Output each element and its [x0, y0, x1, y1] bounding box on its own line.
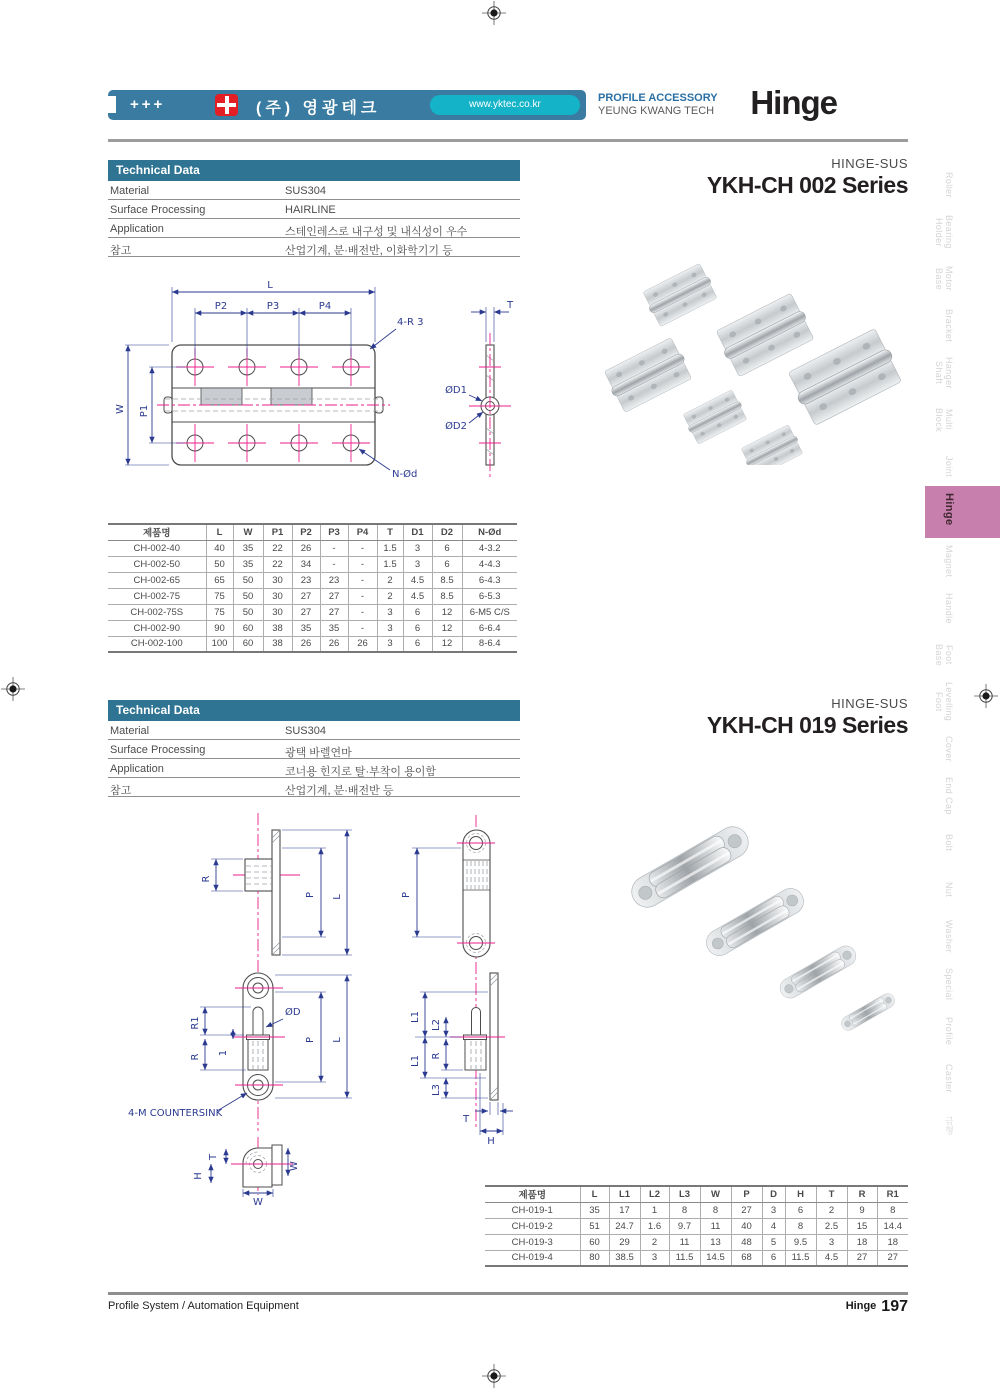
table-cell: 17	[609, 1202, 640, 1218]
table-cell: 27	[877, 1250, 908, 1266]
table-cell: 38	[263, 620, 292, 636]
table-cell: -	[320, 540, 348, 556]
table-cell: 2	[377, 572, 403, 588]
table-row	[485, 1202, 908, 1218]
table-cell: 14.4	[877, 1218, 908, 1234]
tagline-line1: PROFILE ACCESSORY	[598, 92, 718, 104]
table-row	[485, 1234, 908, 1250]
sidebar-item-cover[interactable]: Cover	[944, 735, 954, 762]
table-cell: 6-6.4	[462, 620, 517, 636]
column-header: D	[762, 1186, 785, 1202]
column-header: H	[785, 1186, 816, 1202]
table-cell: 60	[580, 1234, 609, 1250]
footer-divider	[108, 1292, 908, 1295]
svg-text:L3: L3	[431, 1084, 442, 1096]
table-cell: CH-019-1	[485, 1202, 580, 1218]
table-cell: 2	[816, 1202, 847, 1218]
svg-text:ØD: ØD	[285, 1007, 301, 1018]
spec-table-ch019	[485, 1185, 908, 1267]
table-cell: 8	[785, 1218, 816, 1234]
footer-page	[846, 1298, 908, 1316]
table-cell: 80	[580, 1250, 609, 1266]
table-cell: 40	[206, 540, 233, 556]
table-row	[485, 1250, 908, 1266]
table-cell: 3	[377, 636, 403, 652]
svg-text:R: R	[201, 875, 212, 883]
table-cell: 26	[292, 636, 320, 652]
column-header: P2	[292, 524, 320, 540]
table-cell: 5	[762, 1234, 785, 1250]
dimension-drawing-ch002	[105, 263, 535, 503]
svg-text:ØD2: ØD2	[445, 421, 467, 432]
table-cell: 30	[263, 604, 292, 620]
spec-value: 코너용 힌지로 탈·부착이 용이함	[285, 766, 436, 778]
svg-text:P: P	[305, 1036, 316, 1044]
spec-value: SUS304	[285, 185, 326, 197]
table-cell: 12	[432, 620, 462, 636]
table-cell: 65	[206, 572, 233, 588]
spec-value: 산업기계, 분·배전반, 이화학기기 등	[285, 245, 453, 257]
table-cell: 11.5	[669, 1250, 700, 1266]
series-title: YKH-CH 019 Series	[706, 712, 908, 738]
spec-label: Application	[110, 223, 164, 235]
page-number: 197	[881, 1298, 908, 1315]
svg-text:1: 1	[218, 1049, 229, 1057]
spec-row	[108, 740, 520, 759]
table-cell: 6	[403, 620, 432, 636]
table-header-row	[108, 524, 517, 540]
svg-text:P4: P4	[318, 301, 332, 312]
spec-label: Material	[110, 725, 150, 737]
technical-data-header: Technical Data	[108, 160, 520, 181]
table-cell: 9.7	[669, 1218, 700, 1234]
sidebar-item-levelling-foot[interactable]: Levelling Foot	[934, 682, 954, 722]
svg-text:P: P	[401, 891, 412, 899]
column-header: T	[377, 524, 403, 540]
sidebar-item-caster[interactable]: Caster	[944, 1063, 954, 1093]
company-logo-icon	[215, 94, 238, 116]
table-cell: 14.5	[700, 1250, 731, 1266]
table-cell: CH-002-90	[108, 620, 206, 636]
table-cell: 3	[377, 604, 403, 620]
table-row	[108, 604, 517, 620]
svg-text:R: R	[431, 1052, 442, 1060]
registration-mark-bottom	[482, 1364, 506, 1388]
table-cell: 26	[292, 540, 320, 556]
table-cell: CH-002-40	[108, 540, 206, 556]
table-cell: 90	[206, 620, 233, 636]
sidebar-item-bracket[interactable]: Bracket	[944, 309, 954, 343]
table-cell: 6	[432, 556, 462, 572]
table-cell: 23	[320, 572, 348, 588]
svg-text:ØD1: ØD1	[445, 385, 467, 396]
svg-text:R1: R1	[190, 1016, 201, 1030]
table-cell: 35	[320, 620, 348, 636]
table-cell: 68	[731, 1250, 762, 1266]
series-heading-ch019	[707, 696, 908, 739]
table-cell: 30	[263, 572, 292, 588]
column-header: T	[816, 1186, 847, 1202]
sidebar-item-nut[interactable]: Nut	[944, 882, 954, 898]
table-cell: 9	[847, 1202, 877, 1218]
series-subtitle: HINGE-SUS	[831, 156, 908, 171]
column-header: W	[233, 524, 263, 540]
spec-label: Application	[110, 763, 164, 775]
registration-mark-right	[974, 684, 998, 708]
table-cell: 51	[580, 1218, 609, 1234]
table-header-row	[485, 1186, 908, 1202]
table-cell: 60	[233, 636, 263, 652]
svg-text:L1: L1	[410, 1011, 421, 1023]
website-badge[interactable]: www.yktec.co.kr	[430, 95, 580, 115]
registration-mark-top	[482, 1, 506, 25]
table-cell: 50	[206, 556, 233, 572]
svg-text:N-Ød: N-Ød	[392, 469, 418, 480]
sidebar-item-bearing-holder[interactable]: Bearing Holder	[934, 215, 954, 249]
table-cell: 27	[847, 1250, 877, 1266]
table-cell: CH-002-75S	[108, 604, 206, 620]
spec-value: SUS304	[285, 725, 326, 737]
spec-row	[108, 219, 520, 238]
table-cell: -	[348, 588, 377, 604]
table-cell: 23	[292, 572, 320, 588]
table-cell: 12	[432, 636, 462, 652]
company-name: (주) 영광테크	[256, 100, 381, 117]
spec-row	[108, 721, 520, 740]
sidebar-item-joint[interactable]: Joint	[944, 456, 954, 478]
table-cell: 24.7	[609, 1218, 640, 1234]
table-cell: 2	[640, 1234, 669, 1250]
svg-text:L: L	[332, 1037, 343, 1043]
table-cell: 6-M5 C/S	[462, 604, 517, 620]
svg-text:T: T	[208, 1153, 219, 1161]
table-cell: 22	[263, 540, 292, 556]
registration-mark-left	[1, 677, 25, 701]
table-cell: 12	[432, 604, 462, 620]
table-cell: 8	[877, 1202, 908, 1218]
svg-text:P3: P3	[266, 301, 280, 312]
table-cell: 38	[263, 636, 292, 652]
table-cell: -	[348, 620, 377, 636]
sidebar-item-end-cap[interactable]: End Cap	[944, 777, 954, 815]
column-header: D1	[403, 524, 432, 540]
table-cell: 35	[233, 556, 263, 572]
svg-text:L2: L2	[431, 1019, 442, 1031]
table-cell: 35	[233, 540, 263, 556]
table-cell: 50	[233, 588, 263, 604]
sidebar-item-profile[interactable]: Profile	[944, 1016, 954, 1046]
table-cell: CH-002-75	[108, 588, 206, 604]
table-cell: 4.5	[816, 1250, 847, 1266]
table-cell: 1.5	[377, 540, 403, 556]
product-photo-ch002	[560, 225, 910, 465]
column-header: 제품명	[108, 524, 206, 540]
svg-text:L: L	[332, 894, 343, 900]
spec-value: 스테인레스로 내구성 및 내식성이 우수	[285, 226, 468, 238]
table-cell: 2.5	[816, 1218, 847, 1234]
table-cell: 38.5	[609, 1250, 640, 1266]
table-cell: 35	[580, 1202, 609, 1218]
series-title: YKH-CH 002 Series	[706, 172, 908, 198]
table-cell: 8.5	[432, 588, 462, 604]
table-row	[485, 1218, 908, 1234]
table-cell: 26	[320, 636, 348, 652]
table-cell: 30	[263, 588, 292, 604]
table-cell: CH-002-100	[108, 636, 206, 652]
footer-section-label: Hinge	[845, 1300, 877, 1312]
table-cell: -	[348, 556, 377, 572]
svg-text:W: W	[289, 1161, 300, 1171]
spec-row	[108, 759, 520, 778]
column-header: R1	[877, 1186, 908, 1202]
column-header: R	[847, 1186, 877, 1202]
column-header: L	[206, 524, 233, 540]
table-cell: 8	[669, 1202, 700, 1218]
column-header: L2	[640, 1186, 669, 1202]
table-cell: 40	[731, 1218, 762, 1234]
svg-text:W: W	[115, 404, 126, 414]
sidebar-item-hinge[interactable]: Hinge	[925, 486, 1000, 538]
footer-text: Profile System / Automation Equipment	[108, 1300, 299, 1312]
spec-value: 광택 바렐연마	[285, 747, 352, 759]
table-cell: 34	[292, 556, 320, 572]
technical-data-block-ch019	[108, 700, 520, 797]
table-cell: 4	[762, 1218, 785, 1234]
technical-data-block-ch002	[108, 160, 520, 257]
spec-label: Surface Processing	[110, 204, 206, 216]
svg-text:P2: P2	[214, 301, 228, 312]
table-cell: 48	[731, 1234, 762, 1250]
table-cell: 6	[762, 1250, 785, 1266]
table-cell: 15	[847, 1218, 877, 1234]
spec-label: Material	[110, 185, 150, 197]
spec-row	[108, 181, 520, 200]
table-cell: 4.5	[403, 588, 432, 604]
series-heading-ch002	[707, 156, 908, 199]
table-cell: -	[348, 572, 377, 588]
sidebar-item-washer[interactable]: Washer	[944, 920, 954, 954]
table-row	[108, 620, 517, 636]
svg-text:L: L	[267, 280, 273, 291]
table-cell: 29	[609, 1234, 640, 1250]
column-header: L3	[669, 1186, 700, 1202]
svg-text:L1: L1	[410, 1055, 421, 1067]
table-cell: 26	[348, 636, 377, 652]
spec-value: 산업기계, 분·배전반 등	[285, 785, 394, 797]
svg-text:T: T	[462, 1114, 470, 1125]
table-cell: 27	[292, 604, 320, 620]
spec-label: 참고	[110, 785, 132, 797]
table-cell: 3	[403, 540, 432, 556]
plus-marks: +++	[130, 96, 166, 113]
table-cell: 3	[377, 620, 403, 636]
page-title: Hinge	[750, 84, 837, 121]
svg-text:T: T	[507, 300, 514, 311]
table-cell: 75	[206, 588, 233, 604]
table-row	[108, 572, 517, 588]
sidebar-item-handle[interactable]: Handle	[944, 592, 954, 624]
table-row	[108, 588, 517, 604]
sidebar-item-hanger-shaft[interactable]: Hanger Shaft	[934, 357, 954, 389]
table-cell: 3	[640, 1250, 669, 1266]
table-cell: 13	[700, 1234, 731, 1250]
company-tagline	[598, 92, 718, 118]
column-header: 제품명	[485, 1186, 580, 1202]
sidebar-item-bolt[interactable]: Bolt	[944, 834, 954, 852]
table-cell: 50	[233, 572, 263, 588]
table-cell: 3	[762, 1202, 785, 1218]
table-cell: 4-4.3	[462, 556, 517, 572]
table-cell: 2	[377, 588, 403, 604]
table-cell: 8	[700, 1202, 731, 1218]
column-header: P1	[263, 524, 292, 540]
table-cell: 1.6	[640, 1218, 669, 1234]
table-cell: 60	[233, 620, 263, 636]
table-cell: 1.5	[377, 556, 403, 572]
table-row	[108, 540, 517, 556]
table-cell: 6-5.3	[462, 588, 517, 604]
column-header: D2	[432, 524, 462, 540]
table-cell: 27	[292, 588, 320, 604]
column-header: L1	[609, 1186, 640, 1202]
table-cell: 100	[206, 636, 233, 652]
sidebar-item-multi-block[interactable]: Multi Block	[934, 407, 954, 432]
sidebar-item-magnet[interactable]: Magnet	[944, 544, 954, 578]
technical-data-header: Technical Data	[108, 700, 520, 721]
table-cell: 11.5	[785, 1250, 816, 1266]
table-cell: 50	[233, 604, 263, 620]
table-cell: 27	[320, 604, 348, 620]
spec-table-ch002	[108, 523, 517, 653]
svg-text:P: P	[305, 891, 316, 899]
sidebar-item-foot-base[interactable]: Foot Base	[934, 643, 954, 667]
svg-text:4-M COUNTERSINK: 4-M COUNTERSINK	[128, 1108, 223, 1119]
svg-text:R: R	[190, 1053, 201, 1061]
sidebar-item-roller[interactable]: Roller	[944, 172, 954, 198]
table-cell: 3	[816, 1234, 847, 1250]
table-cell: CH-019-3	[485, 1234, 580, 1250]
table-cell: 11	[669, 1234, 700, 1250]
table-cell: CH-002-50	[108, 556, 206, 572]
table-row	[108, 556, 517, 572]
header-divider	[108, 139, 908, 142]
tagline-line2: YEUNG KWANG TECH	[598, 105, 715, 117]
spec-row	[108, 200, 520, 219]
column-header: P	[731, 1186, 762, 1202]
column-header: L	[580, 1186, 609, 1202]
dimension-drawing-ch019	[105, 793, 545, 1253]
product-photo-ch019	[590, 785, 920, 1065]
table-cell: -	[320, 556, 348, 572]
table-cell: -	[348, 604, 377, 620]
table-cell: 4.5	[403, 572, 432, 588]
table-cell: -	[348, 540, 377, 556]
svg-text:H: H	[487, 1136, 495, 1147]
banner-notch	[105, 96, 116, 113]
table-cell: 6	[432, 540, 462, 556]
table-cell: 35	[292, 620, 320, 636]
sidebar-item-금형[interactable]: 금형	[944, 1115, 954, 1135]
sidebar-item-special[interactable]: Special	[944, 967, 954, 1001]
table-cell: 8-6.4	[462, 636, 517, 652]
table-cell: 6	[785, 1202, 816, 1218]
table-cell: 75	[206, 604, 233, 620]
svg-text:P1: P1	[139, 404, 150, 418]
table-cell: 6	[403, 636, 432, 652]
table-cell: CH-019-2	[485, 1218, 580, 1234]
column-header: N-Ød	[462, 524, 517, 540]
table-cell: 3	[403, 556, 432, 572]
svg-text:W: W	[253, 1197, 263, 1208]
table-cell: 27	[731, 1202, 762, 1218]
column-header: P3	[320, 524, 348, 540]
table-cell: 11	[700, 1218, 731, 1234]
table-cell: 8.5	[432, 572, 462, 588]
spec-row	[108, 238, 520, 257]
column-header: W	[700, 1186, 731, 1202]
table-cell: 4-3.2	[462, 540, 517, 556]
table-cell: 18	[877, 1234, 908, 1250]
table-cell: 6-4.3	[462, 572, 517, 588]
spec-label: 참고	[110, 245, 132, 257]
header-banner	[108, 90, 586, 120]
table-cell: CH-002-65	[108, 572, 206, 588]
sidebar-item-motor-base[interactable]: Motor Base	[934, 266, 954, 292]
spec-label: Surface Processing	[110, 744, 206, 756]
table-cell: 1	[640, 1202, 669, 1218]
series-subtitle: HINGE-SUS	[831, 696, 908, 711]
table-cell: 27	[320, 588, 348, 604]
table-cell: 9.5	[785, 1234, 816, 1250]
table-cell: 18	[847, 1234, 877, 1250]
spec-value: HAIRLINE	[285, 204, 336, 216]
svg-text:H: H	[193, 1172, 204, 1180]
svg-text:4-R 3: 4-R 3	[397, 317, 424, 328]
column-header: P4	[348, 524, 377, 540]
table-cell: 22	[263, 556, 292, 572]
table-row	[108, 636, 517, 652]
table-cell: CH-019-4	[485, 1250, 580, 1266]
table-cell: 6	[403, 604, 432, 620]
